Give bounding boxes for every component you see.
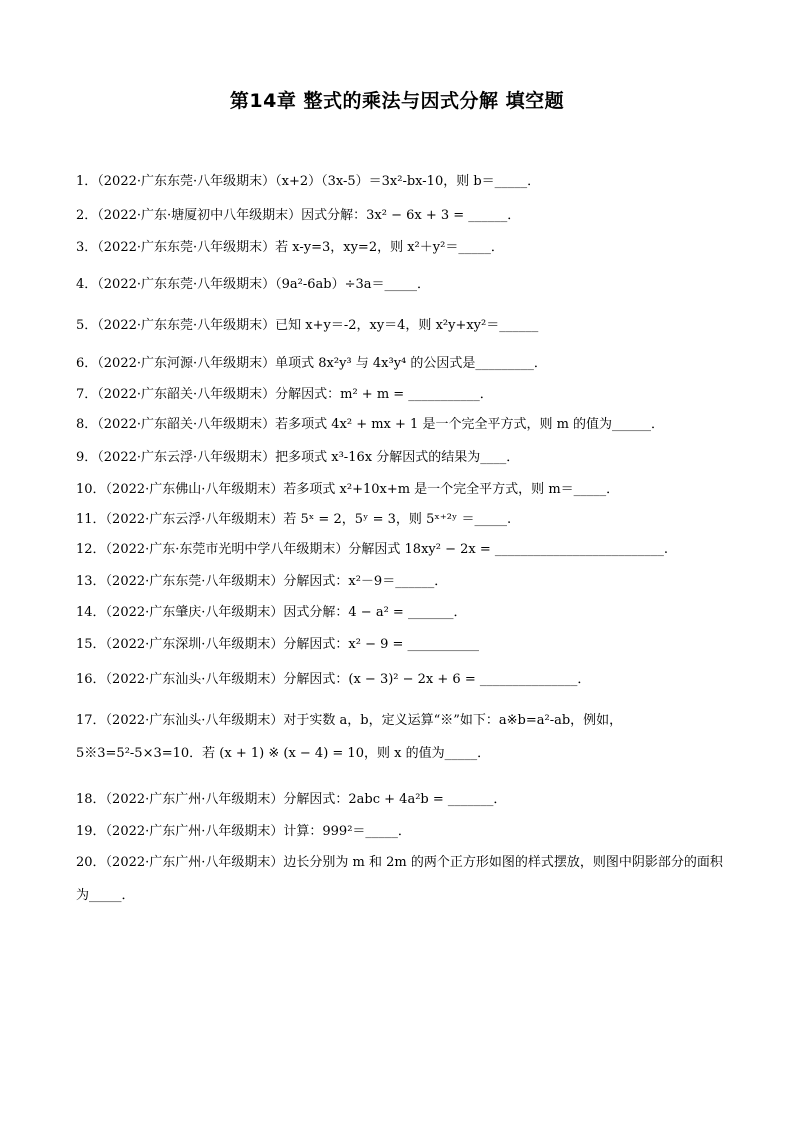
question-11: 11．（2022·广东云浮·八年级期末）若 5ˣ = 2，5ʸ = 3，则 5ˣ⁺²ʸ ＝_____. [76, 512, 512, 527]
question-15: 15．（2022·广东深圳·八年级期末）分解因式：x² − 9 = ___________ [76, 637, 480, 652]
question-6: 6．（2022·广东河源·八年级期末）单项式 8x²y³ 与 4x³y⁴ 的公因式是_________． [76, 356, 547, 371]
question-20: 20．（2022·广东广州·八年级期末）边长分别为 m 和 2m 的两个正方形如图的样式摆放，则图中阴影部分的面积为_____． [76, 855, 723, 903]
question-14: 14．（2022·广东肇庆·八年级期末）因式分解：4 − a² = _______． [76, 605, 467, 620]
question-16: 16．（2022·广东汕头·八年级期末）分解因式：(x − 3)² − 2x + 6 = _______________． [76, 672, 591, 687]
question-5: 5．（2022·广东东莞·八年级期末）已知 x+y＝-2，xy＝4，则 x²y+xy²＝______ [76, 318, 539, 333]
question-12: 12．（2022·广东·东莞市光明中学八年级期末）分解因式 18xy² − 2x = __________________________. [76, 542, 669, 557]
question-17: 17．（2022·广东汕头·八年级期末）对于实数 a，b，定义运算“※”如下：a※b=a²-ab，例如，5※3=5²-5×3=10．若 (x + 1) ※ (x − 4) = 10，则 x 的值为_____． [76, 713, 623, 761]
question-7: 7．（2022·广东韶关·八年级期末）分解因式：m² + m = ___________． [76, 387, 493, 402]
page-title: 第14章 整式的乘法与因式分解 填空题 [229, 90, 565, 112]
question-13: 13．（2022·广东东莞·八年级期末）分解因式：x²－9＝______． [76, 574, 448, 589]
question-1: 1．（2022·广东东莞·八年级期末）（x+2）（3x-5）＝3x²-bx-10，则 b＝_____． [76, 174, 541, 189]
question-18: 18．（2022·广东广州·八年级期末）分解因式：2abc + 4a²b = _______． [76, 792, 507, 807]
question-4: 4．（2022·广东东莞·八年级期末）（9a²-6ab）÷3a＝_____． [76, 277, 431, 292]
question-19: 19．（2022·广东广州·八年级期末）计算：999²＝_____． [76, 824, 411, 839]
question-3: 3．（2022·广东东莞·八年级期末）若 x-y=3，xy=2，则 x²＋y²＝_____． [76, 240, 504, 255]
question-2: 2．（2022·广东·塘厦初中八年级期末）因式分解：3x² − 6x + 3 = ______． [76, 208, 521, 223]
question-9: 9．（2022·广东云浮·八年级期末）把多项式 x³-16x 分解因式的结果为____． [76, 450, 520, 465]
question-8: 8．（2022·广东韶关·八年级期末）若多项式 4x² + mx + 1 是一个完全平方式，则 m 的值为______． [76, 417, 665, 432]
question-10: 10．（2022·广东佛山·八年级期末）若多项式 x²+10x+m 是一个完全平方式，则 m＝_____． [76, 482, 620, 497]
